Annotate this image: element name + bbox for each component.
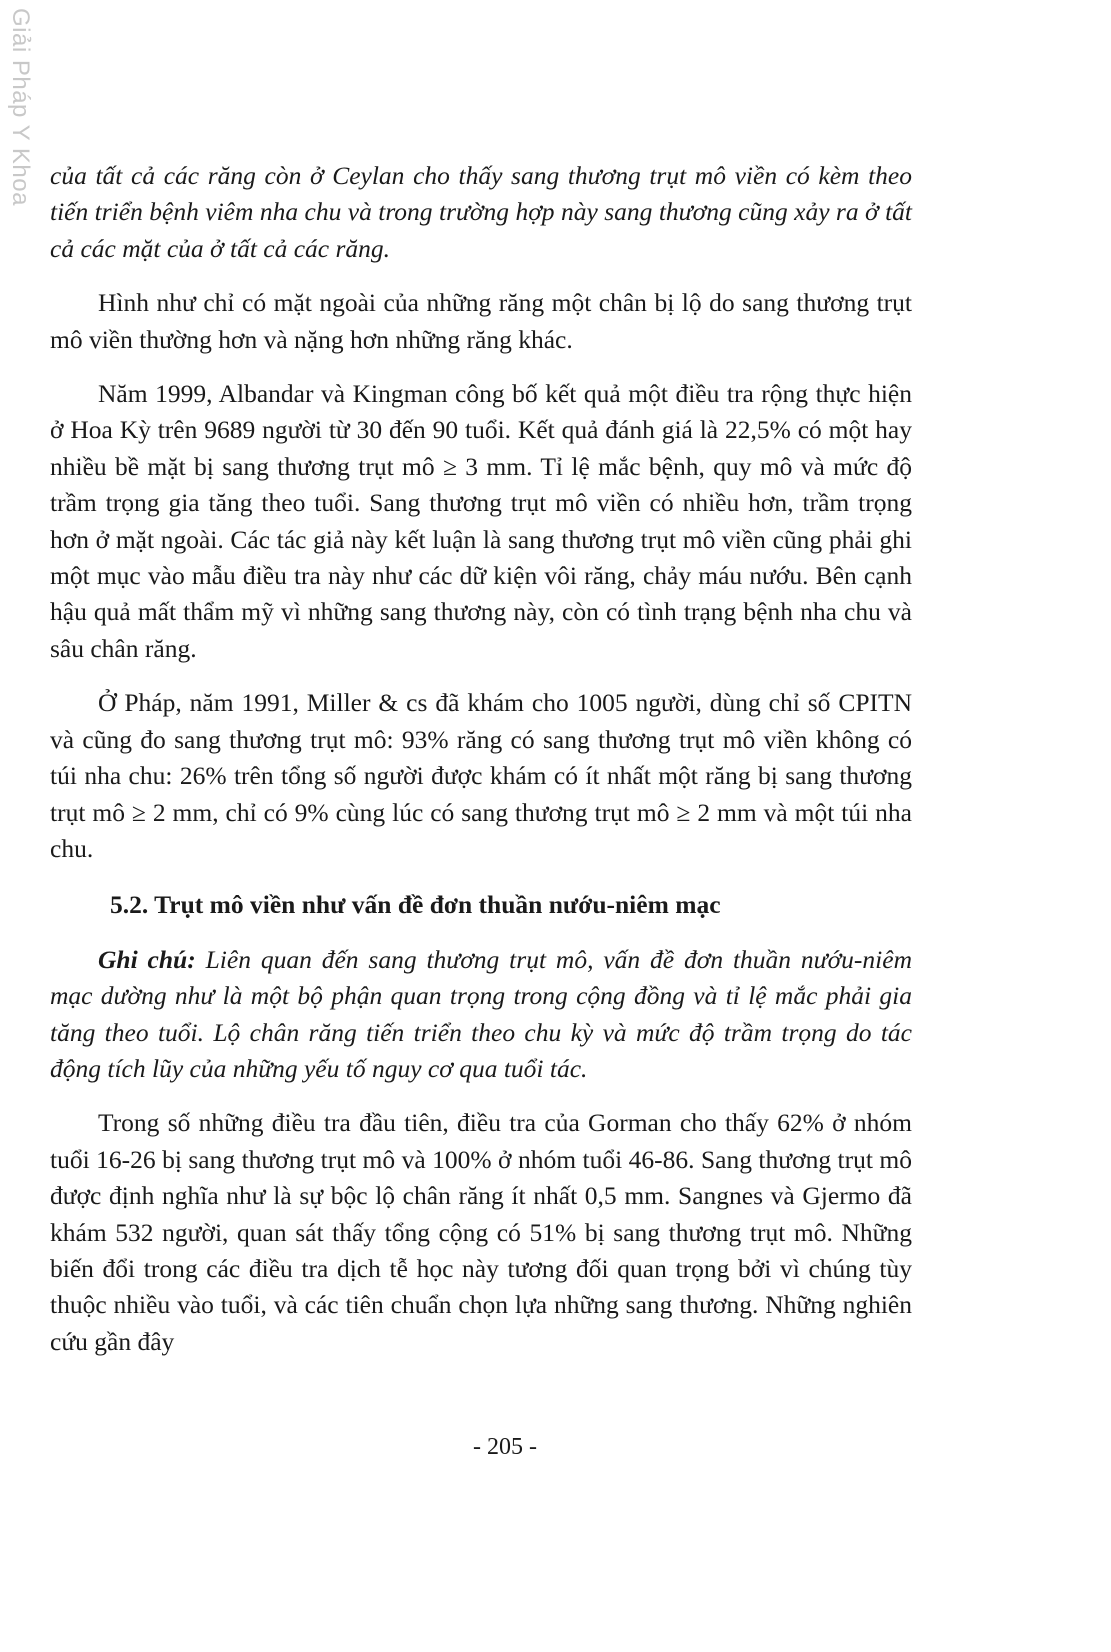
paragraph-miller: Ở Pháp, năm 1991, Miller & cs đã khám cho 1005 người, dùng chỉ số CPITN và cũng đo sang thương trụt mô: 93% răng có sang thương trụt mô viền không có túi nha chu: 26% trên tổng số người được khám có ít nhất một răng bị sang thương trụt mô ≥ 2 mm, chỉ có 9% cùng lúc có sang thương trụt mô ≥ 2 mm và một túi nha chu. — [50, 688, 912, 863]
section-heading: 5.2. Trụt mô viền như vấn đề đơn thuần nướu-niêm mạc — [110, 890, 721, 920]
note-paragraph — [50, 942, 912, 1088]
page-body — [50, 158, 912, 1360]
watermark: Giải Pháp Y Khoa — [7, 8, 34, 206]
paragraph-outer-surface: Hình như chỉ có mặt ngoài của những răng một chân bị lộ do sang thương trụt mô viền thường hơn và nặng hơn những răng khác. — [50, 288, 912, 354]
paragraph-albandar-kingman: Năm 1999, Albandar và Kingman công bố kết quả một điều tra rộng thực hiện ở Hoa Kỳ trên 9689 người từ 30 đến 90 tuổi. Kết quả đánh giá là 22,5% có một hay nhiều bề mặt bị sang thương trụt mô ≥ 3 mm. Tỉ lệ mắc bệnh, quy mô và mức độ trầm trọng gia tăng theo tuổi. Sang thương trụt mô viền có nhiều hơn, trầm trọng hơn ở mặt ngoài. Các tác giả này kết luận là sang thương trụt mô viền cũng phải ghi một mục vào mẫu điều tra này như các dữ kiện vôi răng, chảy máu nướu. Bên cạnh hậu quả mất thẩm mỹ vì những sang thương này, còn có tình trạng bệnh nha chu và sâu chân răng. — [50, 379, 912, 663]
note-text: Liên quan đến sang thương trụt mô, vấn đề đơn thuần nướu-niêm mạc dường như là một bộ phận quan trọng trong cộng đồng và tỉ lệ mắc phải gia tăng theo tuổi. Lộ chân răng tiến triển theo chu kỳ và mức độ trầm trọng do tác động tích lũy của những yếu tố nguy cơ qua tuổi tác. — [50, 944, 912, 1083]
page-number: - 205 - — [473, 1434, 537, 1460]
paragraph-ceylan: của tất cả các răng còn ở Ceylan cho thấy sang thương trụt mô viền có kèm theo tiến triển bệnh viêm nha chu và trong trường hợp này sang thương cũng xảy ra ở tất cả các mặt của ở tất cả các răng. — [50, 161, 912, 263]
paragraph-gorman: Trong số những điều tra đầu tiên, điều tra của Gorman cho thấy 62% ở nhóm tuổi 16-26 bị sang thương trụt mô và 100% ở nhóm tuổi 46-86. Sang thương trụt mô được định nghĩa như là sự bộc lộ chân răng ít nhất 0,5 mm. Sangnes và Gjermo đã khám 532 người, quan sát thấy tổng cộng có 51% bị sang thương trụt mô. Những biến đổi trong các điều tra dịch tễ học này tương đối quan trọng bởi vì chúng tùy thuộc nhiều vào tuổi, và các tiên chuẩn chọn lựa những sang thương. Những nghiên cứu gần đây — [50, 1108, 912, 1356]
note-label: Ghi chú: — [98, 944, 196, 974]
